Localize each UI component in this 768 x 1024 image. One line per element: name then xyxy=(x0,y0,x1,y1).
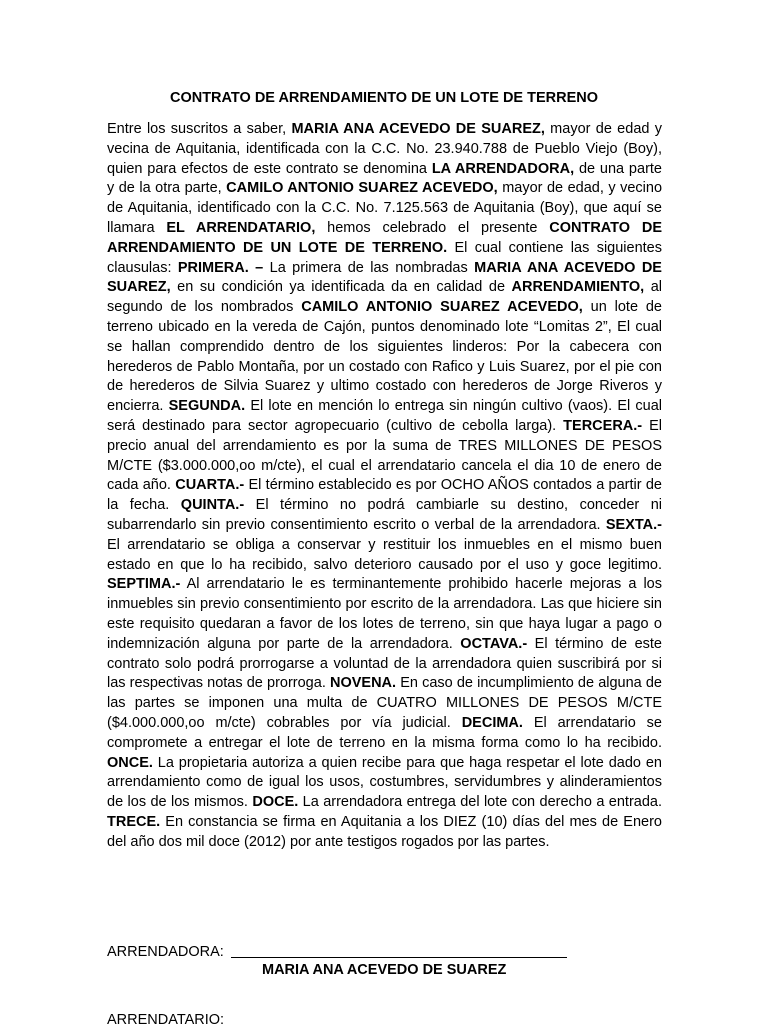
bold-text-segment: SEGUNDA. xyxy=(168,398,246,415)
text-segment: Entre los suscritos a saber, xyxy=(107,121,292,137)
text-segment: En constancia se firma en Aquitania a los DIEZ (10) días del mes de Enero del año dos mil doce (2012) por ante testigos rogados por las partes. xyxy=(107,813,662,850)
bold-text-segment: TRECE. xyxy=(107,813,161,830)
text-segment: La arrendadora entrega del lote con derecho a entrada. xyxy=(298,794,663,811)
arrendadora-signature-line xyxy=(231,957,567,958)
text-segment: El arrendatario se obliga a conservar y restituir los inmuebles en el mismo buen estado en que lo ha recibido, salvo deterioro causado por el uso y goce legitimo. xyxy=(107,536,662,573)
text-segment: La primera de las nombradas xyxy=(263,259,475,276)
arrendadora-name: MARIA ANA ACEVEDO DE SUAREZ xyxy=(262,962,507,978)
text-segment: en su condición ya identificada da en calidad de xyxy=(170,279,512,296)
bold-text-segment: LA ARRENDADORA, xyxy=(431,160,575,177)
text-segment: La propietaria autoriza a quien recibe para que haga respetar el lote dado en arrendamiento como de igual los usos, costumbres, servidumbres y alinderamientos de los de los mismos. xyxy=(107,754,662,811)
bold-text-segment: CAMILO ANTONIO SUAREZ ACEVEDO, xyxy=(301,299,583,316)
bold-text-segment: EL ARRENDATARIO, xyxy=(166,219,316,236)
text-segment: El arrendatario se compromete a entregar el lote de terreno en la misma forma como lo ha recibido. xyxy=(107,714,662,751)
document-title: CONTRATO DE ARRENDAMIENTO DE UN LOTE DE TERRENO xyxy=(169,90,599,106)
text-segment: En caso de incumplimiento de alguna de las partes se imponen una multa de CUATRO MILLONES DE PESOS M/CTE ($4.000.000,oo m/cte) cobrables por vía judicial. xyxy=(107,675,662,731)
text-segment: mayor de edad y vecina de Aquitania, identificada con la C.C. No. 23.940.788 de Pueblo Viejo (Boy), quien para efectos de este contrato se denomina xyxy=(107,121,662,177)
text-segment: un lote de terreno ubicado en la vereda de Cajón, puntos denominado lote “Lomitas 2”, El cual se hallan comprendido dentro de los siguientes linderos: Por la cabecera con herederos de Pablo Montaña, por un costado con Rafico y Luis Suarez, por el pie con de herederos de Silvia Suarez y ultimo costado con herederos de Jorge Riveros y encierra. xyxy=(107,299,662,415)
bold-text-segment: SEPTIMA.- xyxy=(107,576,181,593)
arrendadora-label: ARRENDADORA: xyxy=(107,944,224,960)
text-segment: de una parte y de la otra parte, xyxy=(107,160,662,197)
text-segment: El lote en mención lo entrega sin ningún cultivo (vaos). El cual será destinado para sector agropecuario (cultivo de cebolla larga). xyxy=(107,398,663,434)
bold-text-segment: TERCERA.- xyxy=(563,417,643,434)
text-segment: El término establecido es por OCHO AÑOS contados a partir de la fecha. xyxy=(107,477,662,514)
text-segment: El precio anual del arrendamiento es por la suma de TRES MILLONES DE PESOS M/CTE ($3.000.000,oo m/cte), el cual el arrendatario cancela el dia 10 de enero de cada año. xyxy=(107,417,662,494)
bold-text-segment: CUARTA.- xyxy=(175,477,245,494)
arrendatario-label: ARRENDATARIO: xyxy=(107,1012,225,1024)
bold-text-segment: ONCE. xyxy=(107,754,153,771)
bold-text-segment: SEXTA.- xyxy=(605,516,662,533)
text-segment: mayor de edad, y vecino de Aquitania, identificado con la C.C. No. 7.125.563 de Aquitania (Boy), que aquí se llamara xyxy=(107,180,663,236)
bold-text-segment: OCTAVA.- xyxy=(460,635,528,652)
bold-text-segment: DECIMA. xyxy=(461,714,523,731)
bold-text-segment: MARIA ANA ACEVEDO DE SUAREZ, xyxy=(107,259,662,296)
text-segment: hemos celebrado el presente xyxy=(315,219,550,236)
bold-text-segment: ARRENDAMIENTO, xyxy=(511,279,645,296)
bold-text-segment: MARIA ANA ACEVEDO DE SUAREZ, xyxy=(291,121,545,137)
bold-text-segment: DOCE. xyxy=(252,794,299,811)
text-segment: Al arrendatario le es terminantemente prohibido hacerle mejoras a los inmuebles sin previo consentimiento por escrito de la arrendadora. Las que hiciere sin este requisito quedaran a favor de los lotes de terreno, sin que haya lugar a pago o indemnización alguna por parte de la arrendadora. xyxy=(107,576,662,652)
text-segment: El término no podrá cambiarle su destino, conceder ni subarrendarlo sin previo consentimiento escrito o verbal de la arrendadora. xyxy=(107,497,663,533)
contract-body xyxy=(107,120,662,852)
bold-text-segment: PRIMERA. – xyxy=(177,259,264,276)
text-segment: al segundo de los nombrados xyxy=(107,279,662,316)
bold-text-segment: CONTRATO DE ARRENDAMIENTO DE UN LOTE DE TERRENO. xyxy=(107,219,662,256)
text-segment: El término de este contrato solo podrá prorrogarse a voluntad de la arrendadora quien suscribirá por si las respectivas notas de prorroga. xyxy=(107,635,662,692)
text-segment: El cual contiene las siguientes clausulas: xyxy=(107,239,662,276)
bold-text-segment: QUINTA.- xyxy=(180,497,245,514)
bold-text-segment: NOVENA. xyxy=(329,675,397,692)
bold-text-segment: CAMILO ANTONIO SUAREZ ACEVEDO, xyxy=(226,180,498,197)
